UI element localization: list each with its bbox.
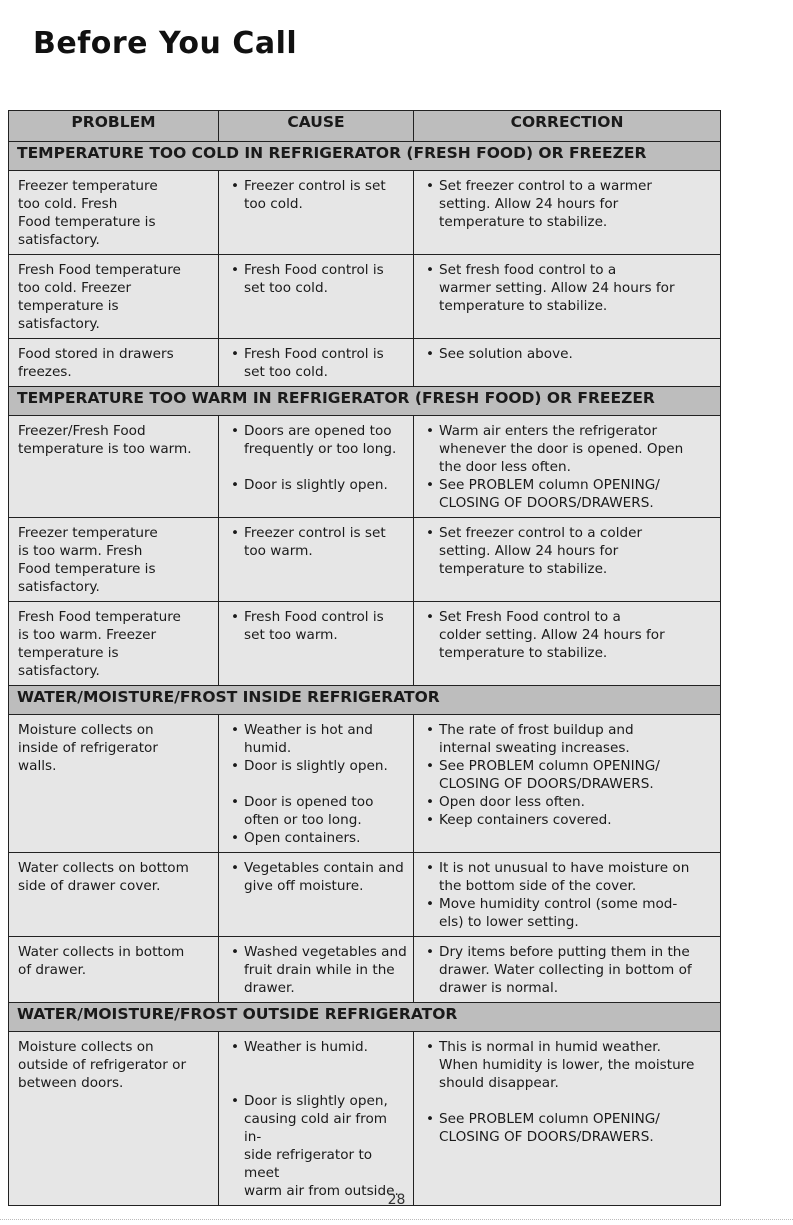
correction-bullet (422, 895, 714, 931)
problem-line: Food temperature is (18, 561, 156, 577)
correction-bullet (422, 811, 714, 829)
table-row (9, 171, 721, 255)
correction-cell (414, 171, 721, 255)
bullet-line: setting. Allow 24 hours for (439, 543, 619, 559)
bullet-line: • Set fresh food control to a (439, 262, 617, 278)
bullet-line: • Door is slightly open. (244, 477, 388, 493)
problem-cell (9, 602, 219, 686)
bullet-line: • Freezer control is set (244, 178, 386, 194)
correction-cell (414, 937, 721, 1003)
table-row (9, 602, 721, 686)
problem-line: Food temperature is (18, 214, 156, 230)
bullet-line: When humidity is lower, the moisture (439, 1057, 695, 1073)
section-header-row (9, 142, 721, 171)
cause-bullet (227, 757, 407, 775)
table-header-row (9, 111, 721, 142)
bullet-line: causing cold air from in- (244, 1111, 388, 1145)
problem-line: Fresh Food temperature (18, 262, 181, 278)
problem-cell (9, 853, 219, 937)
bullet-line: CLOSING OF DOORS/DRAWERS. (439, 495, 654, 511)
cause-cell (219, 339, 414, 387)
section-title: TEMPERATURE TOO COLD IN REFRIGERATOR (FRESH FOOD) OR FREEZER (9, 142, 721, 171)
problem-line: Freezer temperature (18, 178, 158, 194)
cause-cell (219, 853, 414, 937)
bullet-line: drawer is normal. (439, 980, 559, 996)
problem-line: is too warm. Fresh (18, 543, 143, 559)
problem-line: Freezer/Fresh Food (18, 423, 146, 439)
problem-line: satisfactory. (18, 232, 100, 248)
bullet-line: warmer setting. Allow 24 hours for (439, 280, 675, 296)
section-header-row (9, 686, 721, 715)
bullet-line: the bottom side of the cover. (439, 878, 637, 894)
correction-bullet (422, 345, 714, 363)
bullet-line: humid. (244, 740, 292, 756)
header-problem: PROBLEM (9, 111, 219, 142)
bullet-line: • Set Fresh Food control to a (439, 609, 621, 625)
bullet-line: • Fresh Food control is (244, 609, 384, 625)
bullet-line: too warm. (244, 543, 313, 559)
correction-bullet (422, 608, 714, 662)
problem-line: too cold. Fresh (18, 196, 118, 212)
problem-line: is too warm. Freezer (18, 627, 157, 643)
bullet-line: • Keep containers covered. (439, 812, 612, 828)
problem-line: Food stored in drawers (18, 346, 174, 362)
bullet-line: colder setting. Allow 24 hours for (439, 627, 665, 643)
header-cause: CAUSE (219, 111, 414, 142)
correction-bullet (422, 177, 714, 231)
correction-bullet (422, 1110, 714, 1146)
cause-bullet (227, 422, 407, 458)
cause-cell (219, 171, 414, 255)
cause-cell (219, 518, 414, 602)
troubleshooting-table (8, 110, 721, 1206)
section-header-row (9, 1003, 721, 1032)
cause-bullet (227, 1092, 407, 1200)
problem-cell (9, 1032, 219, 1206)
bullet-line: drawer. Water collecting in bottom of (439, 962, 692, 978)
cause-bullet (227, 829, 407, 847)
problem-line: walls. (18, 758, 57, 774)
table-row (9, 518, 721, 602)
bullet-line: internal sweating increases. (439, 740, 630, 756)
bullet-line: • Weather is humid. (244, 1039, 368, 1055)
cause-cell (219, 602, 414, 686)
header-correction: CORRECTION (414, 111, 721, 142)
table-row (9, 715, 721, 853)
cause-cell (219, 416, 414, 518)
correction-bullet (422, 943, 714, 997)
bullet-line: • Set freezer control to a colder (439, 525, 643, 541)
section-title: WATER/MOISTURE/FROST OUTSIDE REFRIGERATOR (9, 1003, 721, 1032)
bullet-line: setting. Allow 24 hours for (439, 196, 619, 212)
table-row (9, 416, 721, 518)
bullet-line: els) to lower setting. (439, 914, 579, 930)
correction-cell (414, 1032, 721, 1206)
cause-cell (219, 937, 414, 1003)
bullet-line: fruit drain while in the (244, 962, 395, 978)
bullet-line: often or too long. (244, 812, 362, 828)
problem-line: Fresh Food temperature (18, 609, 181, 625)
problem-line: freezes. (18, 364, 72, 380)
correction-bullet (422, 859, 714, 895)
cause-bullet (227, 608, 407, 644)
bullet-line: set too cold. (244, 364, 328, 380)
problem-cell (9, 255, 219, 339)
bullet-line: should disappear. (439, 1075, 559, 1091)
problem-line: satisfactory. (18, 579, 100, 595)
bullet-line: side refrigerator to meet (244, 1147, 373, 1181)
cause-bullet (227, 793, 407, 829)
page-title: Before You Call (33, 26, 298, 61)
table-row (9, 255, 721, 339)
table-row (9, 937, 721, 1003)
bullet-line: too cold. (244, 196, 303, 212)
correction-cell (414, 255, 721, 339)
correction-bullet (422, 721, 714, 757)
correction-bullet (422, 261, 714, 315)
section-title: WATER/MOISTURE/FROST INSIDE REFRIGERATOR (9, 686, 721, 715)
problem-line: satisfactory. (18, 316, 100, 332)
problem-line: inside of refrigerator (18, 740, 158, 756)
problem-line: Water collects in bottom (18, 944, 185, 960)
problem-line: temperature is (18, 298, 119, 314)
problem-cell (9, 416, 219, 518)
bullet-line: • Door is opened too (244, 794, 374, 810)
problem-line: temperature is too warm. (18, 441, 192, 457)
bullet-line: temperature to stabilize. (439, 561, 608, 577)
bullet-line: • Vegetables contain and (244, 860, 404, 876)
bullet-line: warm air from outside. (244, 1183, 399, 1199)
bullet-line: • See PROBLEM column OPENING/ (439, 1111, 660, 1127)
bullet-line: • Fresh Food control is (244, 346, 384, 362)
bullet-line: CLOSING OF DOORS/DRAWERS. (439, 776, 654, 792)
section-title: TEMPERATURE TOO WARM IN REFRIGERATOR (FRESH FOOD) OR FREEZER (9, 387, 721, 416)
cause-bullet (227, 859, 407, 895)
problem-cell (9, 937, 219, 1003)
bullet-line: the door less often. (439, 459, 571, 475)
cause-bullet (227, 261, 407, 297)
bullet-line: • Open door less often. (439, 794, 585, 810)
correction-cell (414, 518, 721, 602)
bullet-line: • Set freezer control to a warmer (439, 178, 652, 194)
bullet-line: • Move humidity control (some mod- (439, 896, 678, 912)
correction-bullet (422, 476, 714, 512)
correction-cell (414, 602, 721, 686)
bullet-line: CLOSING OF DOORS/DRAWERS. (439, 1129, 654, 1145)
cause-bullet (227, 177, 407, 213)
correction-cell (414, 416, 721, 518)
problem-line: Moisture collects on (18, 1039, 154, 1055)
problem-cell (9, 518, 219, 602)
bullet-line: give off moisture. (244, 878, 364, 894)
correction-bullet (422, 422, 714, 476)
table-row (9, 853, 721, 937)
cause-bullet (227, 1038, 407, 1056)
cause-bullet (227, 345, 407, 381)
bottom-divider (0, 1219, 793, 1220)
bullet-line: • Weather is hot and (244, 722, 373, 738)
correction-bullet (422, 757, 714, 793)
bullet-line: • Door is slightly open. (244, 758, 388, 774)
bullet-line: temperature to stabilize. (439, 645, 608, 661)
cause-bullet (227, 721, 407, 757)
problem-line: of drawer. (18, 962, 87, 978)
bullet-line: • It is not unusual to have moisture on (439, 860, 690, 876)
cause-cell (219, 255, 414, 339)
section-header-row (9, 387, 721, 416)
problem-line: temperature is (18, 645, 119, 661)
correction-bullet (422, 1038, 714, 1092)
problem-cell (9, 339, 219, 387)
bullet-line: • Freezer control is set (244, 525, 386, 541)
bullet-line: • Doors are opened too (244, 423, 392, 439)
bullet-line: drawer. (244, 980, 295, 996)
problem-line: outside of refrigerator or (18, 1057, 187, 1073)
problem-line: side of drawer cover. (18, 878, 161, 894)
correction-bullet (422, 524, 714, 578)
bullet-line: • The rate of frost buildup and (439, 722, 634, 738)
cause-bullet (227, 476, 407, 494)
bullet-line: • Warm air enters the refrigerator (439, 423, 658, 439)
problem-line: satisfactory. (18, 663, 100, 679)
problem-line: too cold. Freezer (18, 280, 132, 296)
bullet-line: set too warm. (244, 627, 338, 643)
table-row (9, 1032, 721, 1206)
bullet-line: • See solution above. (439, 346, 573, 362)
bullet-line: • Door is slightly open, (244, 1093, 388, 1109)
bullet-line: • See PROBLEM column OPENING/ (439, 477, 660, 493)
bullet-line: • Dry items before putting them in the (439, 944, 690, 960)
bullet-line: whenever the door is opened. Open (439, 441, 684, 457)
correction-bullet (422, 793, 714, 811)
bullet-line: • Fresh Food control is (244, 262, 384, 278)
cause-bullet (227, 524, 407, 560)
problem-cell (9, 171, 219, 255)
problem-line: Freezer temperature (18, 525, 158, 541)
problem-line: between doors. (18, 1075, 124, 1091)
table-row (9, 339, 721, 387)
bullet-line: • See PROBLEM column OPENING/ (439, 758, 660, 774)
bullet-line: temperature to stabilize. (439, 214, 608, 230)
problem-line: Water collects on bottom (18, 860, 189, 876)
cause-cell (219, 1032, 414, 1206)
correction-cell (414, 853, 721, 937)
cause-cell (219, 715, 414, 853)
correction-cell (414, 339, 721, 387)
bullet-line: frequently or too long. (244, 441, 397, 457)
problem-line: Moisture collects on (18, 722, 154, 738)
bullet-line: temperature to stabilize. (439, 298, 608, 314)
page-number: 28 (387, 1192, 406, 1208)
problem-cell (9, 715, 219, 853)
bullet-line: set too cold. (244, 280, 328, 296)
bullet-line: • Open containers. (244, 830, 361, 846)
correction-cell (414, 715, 721, 853)
cause-bullet (227, 943, 407, 997)
bullet-line: • Washed vegetables and (244, 944, 407, 960)
bullet-line: • This is normal in humid weather. (439, 1039, 661, 1055)
